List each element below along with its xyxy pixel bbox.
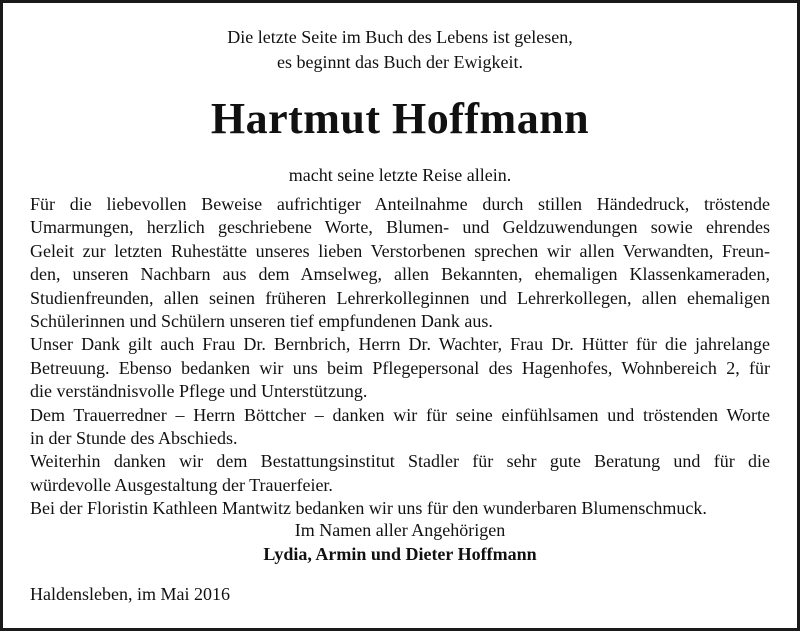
text-line: in der Stunde des Abschieds. bbox=[30, 428, 238, 449]
paragraph bbox=[30, 193, 770, 333]
motto-line: es beginnt das Buch der Ewigkeit. bbox=[277, 52, 523, 72]
text-line: Umarmungen, herzlich geschriebene Worte, Blumen- und Geldzuwendungen sowie ehrendes bbox=[30, 217, 770, 238]
text-line: den, unseren Nachbarn aus dem Amselweg, allen Bekannten, ehemaligen Klassenkameraden, bbox=[30, 264, 770, 285]
paragraph bbox=[30, 450, 770, 497]
signoff bbox=[3, 518, 797, 566]
paragraph bbox=[30, 333, 770, 403]
text-line: Unser Dank gilt auch Frau Dr. Bernbrich, Herrn Dr. Wachter, Frau Dr. Hütter für die jahrelange bbox=[30, 334, 770, 355]
motto-line: Die letzte Seite im Buch des Lebens ist gelesen, bbox=[227, 27, 573, 47]
paragraph bbox=[30, 404, 770, 451]
text-line: Betreuung. Ebenso bedanken wir uns beim Pflegepersonal des Hagenhofes, Wohnbereich 2, für bbox=[30, 357, 770, 378]
text-line: Weiterhin danken wir dem Bestattungsinstitut Stadler für sehr gute Beratung und für die bbox=[30, 451, 770, 472]
text-line: Studienfreunden, allen seinen früheren Lehrerkolleginnen und Lehrerkollegen, allen ehemaligen bbox=[30, 287, 770, 308]
text-line: Geleit zur letzten Ruhestätte unseres lieben Verstorbenen sprechen wir allen Verwandten, Freun- bbox=[30, 240, 770, 261]
text-line: Schülerinnen und Schülern unseren tief empfundenen Dank aus. bbox=[30, 311, 493, 332]
text-line: würdevolle Ausgestaltung der Trauerfeier. bbox=[30, 474, 333, 495]
signoff-intro: Im Namen aller Angehörigen bbox=[294, 520, 506, 540]
text-line: Bei der Floristin Kathleen Mantwitz bedanken wir uns für den wunderbaren Blumenschmuck. bbox=[30, 498, 707, 519]
motto bbox=[3, 25, 797, 75]
deceased-name: Hartmut Hoffmann bbox=[210, 94, 590, 143]
thank-you-text bbox=[30, 193, 770, 521]
place-date: Haldensleben, im Mai 2016 bbox=[30, 584, 230, 604]
text-line: die verständnisvolle Pflege und Unterstützung. bbox=[30, 381, 368, 402]
subline: macht seine letzte Reise allein. bbox=[288, 165, 512, 185]
text-line: Für die liebevollen Beweise aufrichtiger Anteilnahme durch stillen Händedruck, tröstende bbox=[30, 194, 770, 214]
signoff-names: Lydia, Armin und Dieter Hoffmann bbox=[263, 544, 537, 564]
text-line: Dem Trauerredner – Herrn Böttcher – danken wir für seine einfühlsamen und tröstenden Worte bbox=[30, 404, 770, 425]
